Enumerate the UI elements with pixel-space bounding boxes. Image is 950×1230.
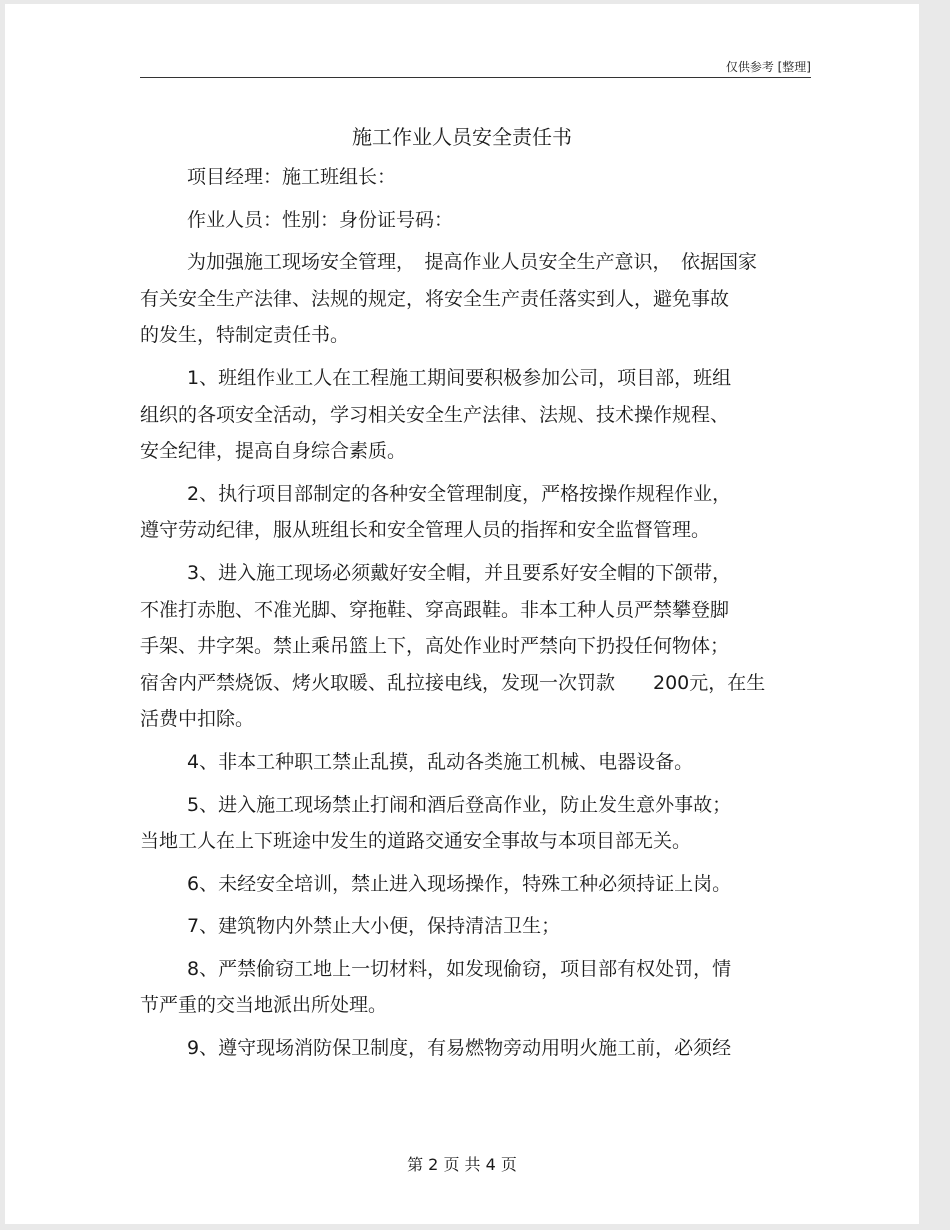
paragraph-line: 8、严禁偷窃工地上一切材料，如发现偷窃，项目部有权处罚，情 [187,957,732,980]
paragraph-line: 2、执行项目部制定的各种安全管理制度，严格按操作规程作业， [187,482,732,505]
paragraph-line: 1、班组作业工人在工程施工期间要积极参加公司，项目部，班组 [187,366,732,389]
document-page [5,4,919,1224]
paragraph-line: 3、进入施工现场必须戴好安全帽，并且要系好安全帽的下颌带， [187,561,732,584]
document-body [140,159,820,1067]
paragraph-line: 的发生，特制定责任书。 [140,324,350,347]
document-title: 施工作业人员安全责任书 [352,125,572,149]
paragraph-line: 活费中扣除。 [140,708,255,731]
paragraph-line: 4、非本工种职工禁止乱摸，乱动各类施工机械、电器设备。 [187,750,694,773]
paragraph-line: 组织的各项安全活动，学习相关安全生产法律、法规、技术操作规程、 [140,403,730,426]
paragraph-line: 节严重的交当地派出所处理。 [140,994,388,1017]
paragraph-line: 有关安全生产法律、法规的规定，将安全生产责任落实到人，避免事故 [140,287,730,310]
header-rule [140,77,811,78]
page-footer: 第 2 页 共 4 页 [407,1155,517,1174]
paragraph-line: 宿舍内严禁烧饭、烤火取暖、乱拉接电线，发现一次罚款 200元，在生 [140,671,766,694]
paragraph-line: 手架、井字架。禁止乘吊篮上下，高处作业时严禁向下扔投任何物体； [140,635,730,658]
paragraph-line: 6、未经安全培训，禁止进入现场操作，特殊工种必须持证上岗。 [187,872,732,895]
paragraph-line: 当地工人在上下班途中发生的道路交通安全事故与本项目部无关。 [140,830,692,853]
paragraph-line: 遵守劳动纪律，服从班组长和安全管理人员的指挥和安全监督管理。 [140,519,711,542]
header-note: 仅供参考 [整理] [725,60,811,74]
paragraph-line: 9、遵守现场消防保卫制度，有易燃物旁动用明火施工前，必须经 [187,1037,732,1060]
paragraph-line: 不准打赤胞、不准光脚、穿拖鞋、穿高跟鞋。非本工种人员严禁攀登脚 [140,598,730,621]
paragraph-line: 7、建筑物内外禁止大小便，保持清洁卫生； [187,915,561,938]
paragraph-line: 5、进入施工现场禁止打闹和酒后登高作业，防止发生意外事故； [187,793,732,816]
paragraph-line: 为加强施工现场安全管理， 提高作业人员安全生产意识， 依据国家 [187,251,758,274]
paragraph-line: 安全纪律，提高自身综合素质。 [140,440,407,463]
field-line-worker: 作业人员：性别：身份证号码： [187,208,454,231]
field-line-manager: 项目经理：施工班组长： [187,166,397,188]
